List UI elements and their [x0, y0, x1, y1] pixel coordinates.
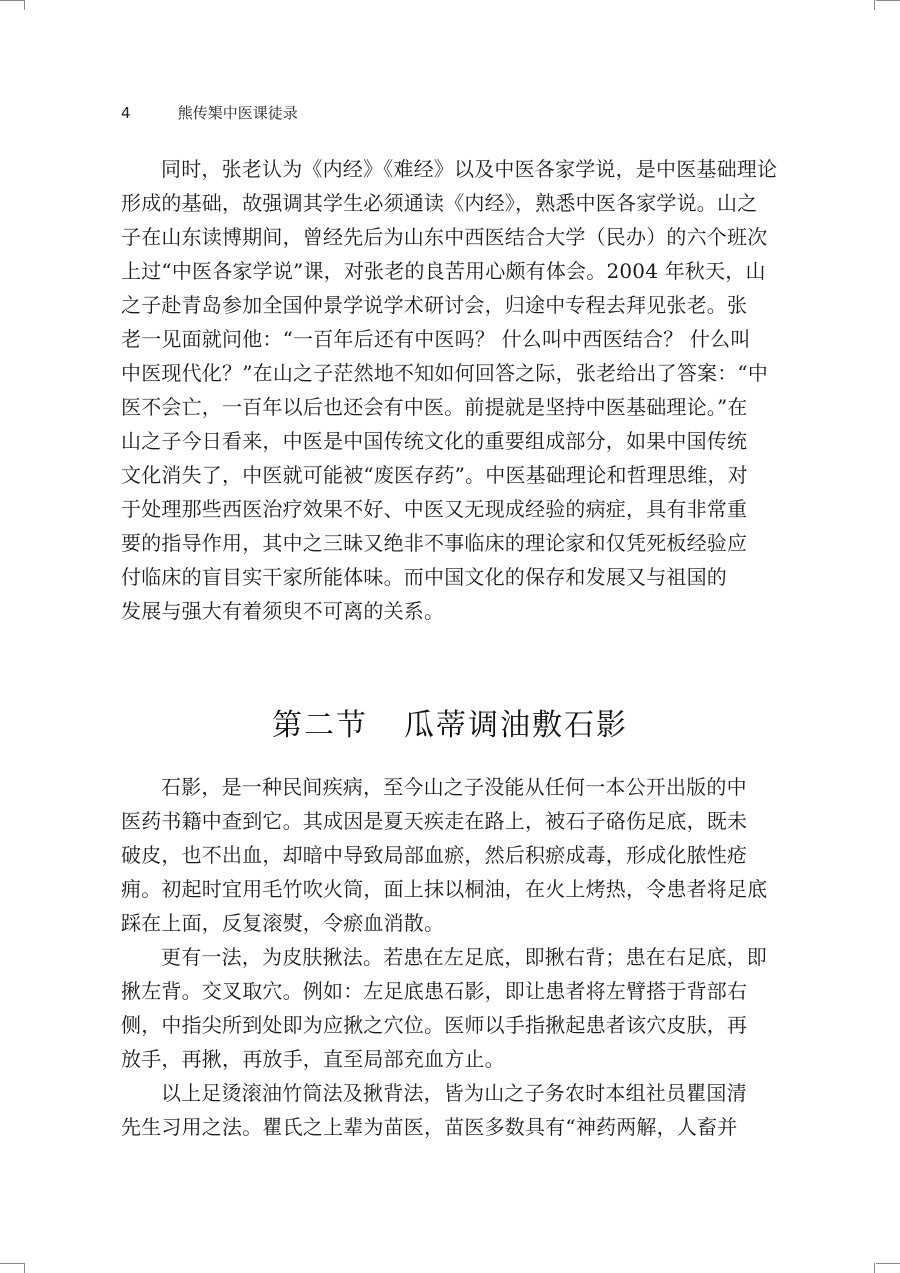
text-line: 石影，是一种民间疾病，至今山之子没能从任何一本公开出版的中 — [161, 775, 747, 799]
text-line: 要的指导作用，其中之三昧又绝非不事临床的理论家和仅凭死板经验应 — [121, 531, 748, 555]
paragraph-qu-guoqing — [121, 1076, 747, 1144]
text-line: 医不会亡，一百年以后也还会有中医。前提就是坚持中医基础理论。”在 — [121, 395, 748, 419]
crop-mark-top-left — [0, 0, 24, 1]
text-line: 以上足烫滚油竹筒法及揪背法，皆为山之子务农时本组社员瞿国清 — [161, 1081, 747, 1105]
crop-mark-bottom-left-v — [24, 1263, 25, 1273]
crop-mark-bottom-left — [0, 1263, 24, 1264]
text-line: 医药书籍中查到它。其成因是夏天疾走在路上，被石子硌伤足底，既未 — [121, 809, 748, 833]
text-line: 放手，再揪，再放手，直至局部充血方止。 — [121, 1047, 505, 1071]
text-line: 踩在上面，反复滚熨，令瘀血消散。 — [121, 911, 445, 935]
paragraph-zhang-lao — [121, 152, 778, 628]
text-line: 破皮，也不出血，却暗中导致局部血瘀，然后积瘀成毒，形成化脓性疮 — [121, 843, 748, 867]
text-line: 之子赴青岛参加全国仲景学说学术研讨会，归途中专程去拜见张老。张 — [121, 293, 748, 317]
text-line: 形成的基础，故强调其学生必须通读《内经》，熟悉中医各家学说。山之 — [121, 191, 758, 215]
text-line: 先生习用之法。瞿氏之上辈为苗医，苗医多数具有“神药两解，人畜并 — [121, 1115, 738, 1139]
crop-mark-bottom-right-v — [874, 1263, 875, 1273]
text-line: 同时，张老认为《内经》《难经》以及中医各家学说，是中医基础理论 — [161, 157, 778, 181]
text-line: 上过“中医各家学说”课，对张老的良苦用心颇有体会。2004 年秋天，山 — [121, 259, 766, 283]
text-line: 付临床的盲目实干家所能体味。而中国文化的保存和发展又与祖国的 — [121, 565, 727, 589]
book-title: 熊传榘中医课徒录 — [177, 104, 298, 122]
crop-mark-bottom-right — [876, 1263, 900, 1264]
text-line: 山之子今日看来，中医是中国传统文化的重要组成部分，如果中国传统 — [121, 429, 748, 453]
text-line: 痈。初起时宜用毛竹吹火筒，面上抹以桐油，在火上烤热，令患者将足底 — [121, 877, 768, 901]
crop-mark-top-left-v — [24, 0, 25, 10]
section-title: 瓜蒂调油敷石影 — [404, 708, 628, 743]
text-line: 侧，中指尖所到处即为应揪之穴位。医师以手指揪起患者该穴皮肤，再 — [121, 1013, 748, 1037]
text-line: 于处理那些西医治疗效果不好、中医又无现成经验的病症，具有非常重 — [121, 497, 748, 521]
paragraph-pifu-jiufa — [121, 940, 767, 1076]
page-number: 4 — [121, 104, 131, 122]
crop-mark-top-right-v — [874, 0, 875, 10]
text-line: 中医现代化？”在山之子茫然地不知如何回答之际，张老给出了答案：“中 — [121, 361, 769, 385]
text-line: 老一见面就问他：“一百年后还有中医吗？ 什么叫中西医结合？ 什么叫 — [121, 327, 751, 351]
section-number: 第二节 — [272, 708, 368, 743]
text-line: 文化消失了，中医就可能被“废医存药”。中医基础理论和哲理思维，对 — [121, 463, 748, 487]
text-line: 揪左背。交叉取穴。例如：左足底患石影，即让患者将左臂搭于背部右 — [121, 979, 748, 1003]
running-header — [121, 102, 298, 123]
crop-mark-top-right — [876, 0, 900, 1]
text-line: 发展与强大有着须臾不可离的关系。 — [121, 599, 445, 623]
text-line: 更有一法，为皮肤揪法。若患在左足底，即揪右背；患在右足底，即 — [161, 945, 767, 969]
paragraph-shiying-intro — [121, 770, 768, 940]
section-heading — [0, 700, 900, 744]
text-line: 子在山东读博期间，曾经先后为山东中西医结合大学（民办）的六个班次 — [121, 225, 768, 249]
